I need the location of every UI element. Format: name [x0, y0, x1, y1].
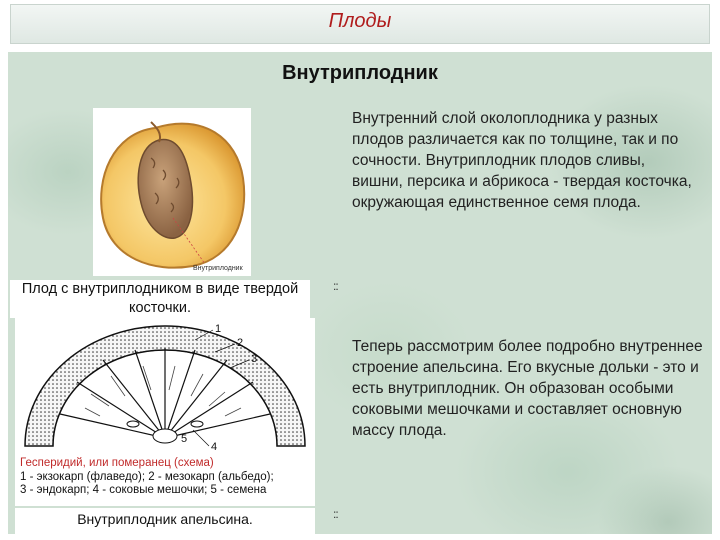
paragraph-orange: Теперь рассмотрим более подробно внутреннее строение апельсина. Его вкусные дольки - это и есть внутриплодник. Он образован особыми соковыми мешочками и составляет основную массу плода.: [352, 338, 703, 439]
diagram-number-2: 2: [237, 337, 244, 349]
peach-photo-label: Внутриплодник: [193, 265, 243, 272]
orange-caption: Внутриплодник апельсина.: [15, 508, 315, 534]
slide-title: Плоды: [328, 10, 392, 32]
peach-illustration: [93, 108, 251, 276]
diagram-legend-line-2: 3 - эндокарп; 4 - соковые мешочки; 5 - семена: [20, 484, 267, 496]
diagram-number-1: 1: [215, 323, 222, 335]
diagram-number-5: 5: [181, 433, 188, 445]
bullet-marker: ::: [333, 279, 338, 293]
peach-caption: Плод с внутриплодником в виде твердой косточки.: [10, 280, 310, 318]
diagram-number-3: 3: [251, 353, 258, 365]
orange-diagram: [15, 318, 315, 506]
peach-photo: [93, 108, 251, 276]
diagram-number-4: 4: [211, 441, 218, 453]
orange-cross-section: [15, 318, 315, 458]
diagram-title: Гесперидий, или померанец (схема): [20, 457, 214, 469]
bullet-marker-2: ::: [333, 507, 338, 521]
paragraph-endocarp: Внутренний слой околоплодника у разных плодов различается как по толщине, так и по сочности. Внутриплодник плодов сливы, вишни, персика и абрикоса - твердая косточка, окружающая единственное семя плода.: [352, 110, 692, 211]
diagram-legend-line-1: 1 - экзокарп (флаведо); 2 - мезокарп (альбедо);: [20, 470, 274, 483]
section-heading: Внутриплодник: [282, 62, 438, 84]
